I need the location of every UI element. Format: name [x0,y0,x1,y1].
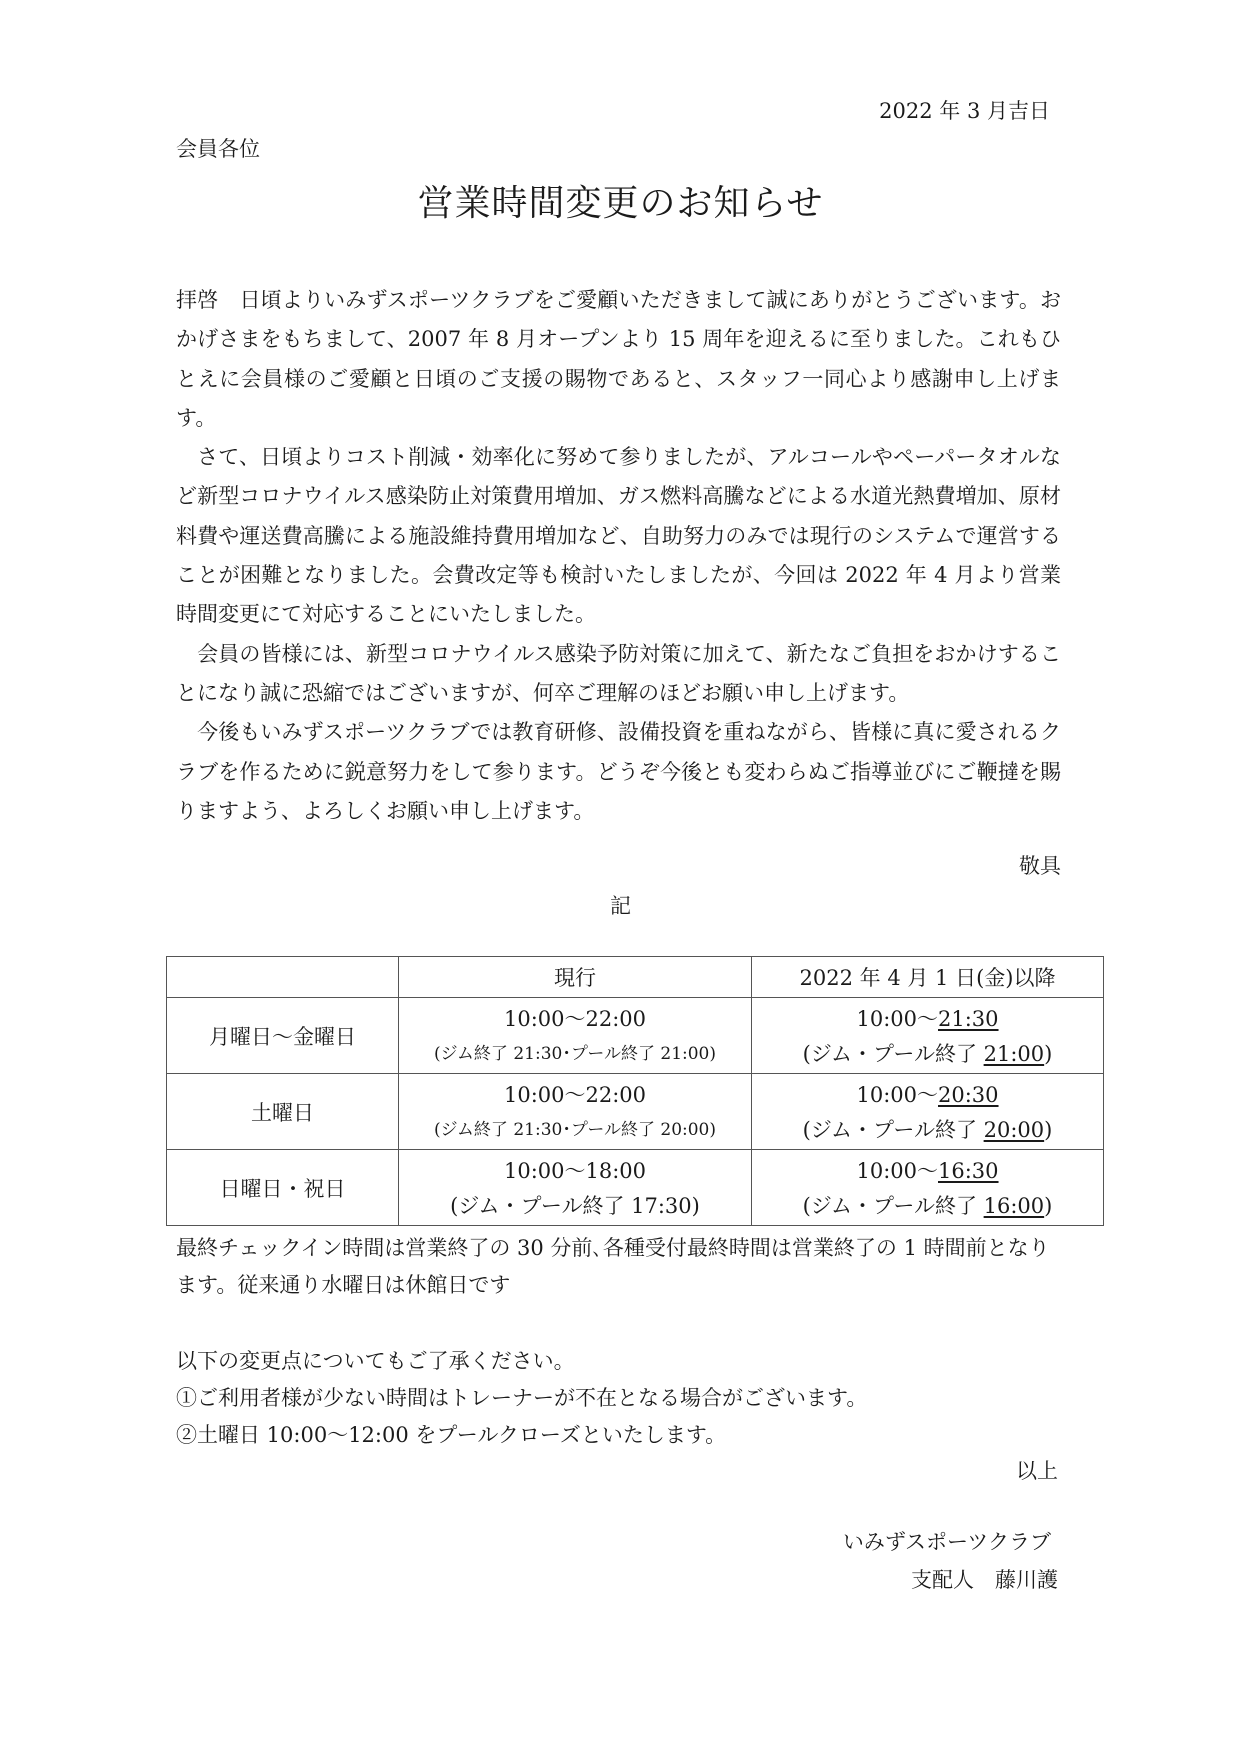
new-hours-detail: (ジム・プール終了 20:00) [802,1117,1053,1142]
letter-body [176,281,1061,831]
paragraph-greeting: 拝啓 日頃よりいみずスポーツクラブをご愛顧いただきまして誠にありがとうございます。おかげさまをもちまして、2007 年 8 月オープンより 15 周年を迎えるに至りました。これもひとえに会員様のご愛顧と日頃のご支援の賜物であると、スタッフ一同心より感謝申し上げます。 [176,288,1061,430]
new-closing-time: 16:30 [938,1158,999,1183]
paragraph-reason: さて、日頃よりコスト削減・効率化に努めて参りましたが、アルコールやペーパータオルなど新型コロナウイルス感染防止対策費用増加、ガス燃料高騰などによる水道光熱費増加、原材料費や運送費高騰による施設維持費用増加など、自助努力のみでは現行のシステムで運営することが困難となりました。会費改定等も検討いたしましたが、今回は 2022 年 4 月より営業時間変更にて対応することにいたしました。 [176,445,1061,627]
new-end-time: 21:00 [983,1041,1045,1066]
current-hours-cell [399,1074,752,1150]
new-end-time: 16:00 [983,1193,1045,1218]
notes-text: 最終チェックイン時間は営業終了の 30 分前､各種受付最終時間は営業終了の 1 時間前となります。従来通り水曜日は休館日です [176,1236,1050,1297]
current-hours-detail: (ジム・プール終了 17:30) [450,1193,700,1218]
manager-signature: 支配人 藤川護 [911,1568,1058,1592]
new-hours-cell [752,1150,1104,1226]
new-hours: 10:00～21:30 [856,1006,999,1031]
new-hours: 10:00～20:30 [856,1082,999,1107]
current-hours-detail: (ジム終了 21:30･プール終了 20:00) [433,1119,717,1140]
current-hours-detail: (ジム終了 21:30･プール終了 21:00) [433,1043,717,1064]
table-header-row [167,957,1104,998]
new-hours-detail: (ジム・プール終了 16:00) [802,1193,1053,1218]
changes-section [176,1343,1061,1454]
day-cell: 日曜日・祝日 [167,1150,399,1226]
day-cell: 月曜日～金曜日 [167,998,399,1074]
table-row [167,998,1104,1074]
recipient: 会員各位 [176,137,260,161]
current-hours: 10:00～18:00 [503,1158,647,1183]
closing-ijo: 以上 [1016,1459,1058,1483]
organization-name: いみずスポーツクラブ [842,1530,1051,1554]
document-date: 2022 年 3 月吉日 [879,99,1050,123]
header-current: 現行 [399,957,752,998]
header-new: 2022 年 4 月 1 日(金)以降 [752,957,1104,998]
change-item: ②土曜日 10:00～12:00 をプールクローズといたします。 [176,1423,727,1447]
ki-heading: 記 [610,894,631,918]
new-hours-detail: (ジム・プール終了 21:00) [802,1041,1053,1066]
current-hours-cell [399,998,752,1074]
change-item: ①ご利用者様が少ない時間はトレーナーが不在となる場合がございます。 [176,1386,868,1410]
new-hours-cell [752,998,1104,1074]
closing-keigu: 敬具 [1019,854,1061,878]
table-notes [176,1230,1061,1304]
new-hours: 10:00～16:30 [856,1158,999,1183]
new-closing-time: 20:30 [938,1082,999,1107]
current-hours: 10:00～22:00 [503,1082,647,1107]
paragraph-apology: 会員の皆様には、新型コロナウイルス感染予防対策に加えて、新たなご負担をおかけすることになり誠に恐縮ではございますが、何卒ご理解のほどお願い申し上げます。 [176,641,1061,705]
current-hours: 10:00～22:00 [503,1006,647,1031]
day-cell: 土曜日 [167,1074,399,1150]
table-row [167,1074,1104,1150]
new-hours-cell [752,1074,1104,1150]
current-hours-cell [399,1150,752,1226]
paragraph-commitment: 今後もいみずスポーツクラブでは教育研修、設備投資を重ねながら、皆様に真に愛されるクラブを作るために鋭意努力をして参ります。どうぞ今後とも変わらぬご指導並びにご鞭撻を賜りますよう、よろしくお願い申し上げます。 [176,720,1061,823]
new-end-time: 20:00 [983,1117,1045,1142]
table-row [167,1150,1104,1226]
changes-intro: 以下の変更点についてもご了承ください。 [176,1349,575,1373]
new-closing-time: 21:30 [938,1006,999,1031]
header-blank [167,957,399,998]
document-title: 営業時間変更のお知らせ [417,183,824,224]
hours-table [166,956,1104,1226]
